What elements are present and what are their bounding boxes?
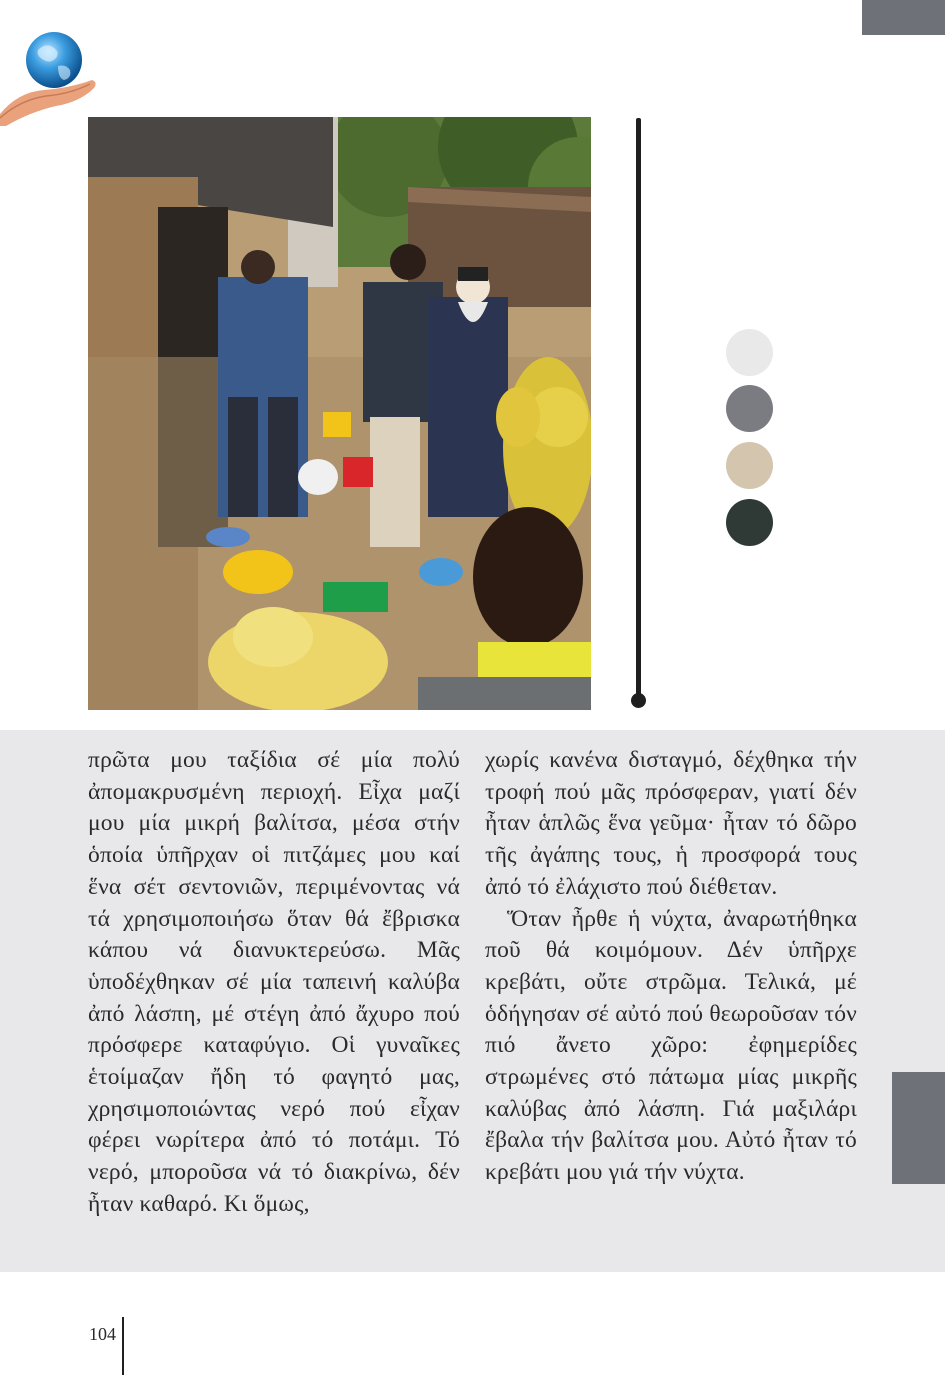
paragraph: χωρίς κανένα δισταγμό, δέχθηκα τήν τροφή πού μᾶς πρόσφεραν, γιατί δέν ἦταν ἁπλῶς ἕνα γεῦμα· ἦταν τό δῶρο τῆς ἀγάπης τους, ἡ προσφορά τους ἀπό τό ἐλάχιστο πού διέθεταν. [485, 747, 857, 900]
corner-tab [862, 0, 945, 35]
color-swatch-light [726, 329, 773, 376]
color-swatch-dark [726, 499, 773, 546]
paragraph: πρῶτα μου ταξίδια σέ μία πολύ ἀπομακρυσμένη περιοχή. Εἶχα μαζί μου μία μικρή βαλίτσα, μέσα στήν ὁποία ὑπῆρχαν οἱ πιτζάμες μου καί ἕνα σέτ σεντονιῶν, περιμένοντας νά τά χρησιμοποιήσω ὅταν θά ἔβρισκα κάπου νά διανυκτερεύσω. Μᾶς ὑποδέχθηκαν σέ μία ταπεινή καλύβα ἀπό λάσπη, μέ στέγη ἀπό ἄχυρο πού πρόσφερε καταφύγιο. Οἱ γυναῖκες ἑτοίμαζαν ἤδη τό φαγητό μας, χρησιμοποιώντας νερό πού εἶχαν φέρει νωρίτερα ἀπό τό ποτάμι. Τό νερό, μποροῦσα νά τό διακρίνω, δέν ἦταν καθαρό. Κι ὅμως, [88, 747, 460, 1217]
color-swatch-beige [726, 442, 773, 489]
paragraph: Ὅταν ἦρθε ἡ νύχτα, ἀναρωτήθηκα ποῦ θά κοιμόμουν. Δέν ὑπῆρχε κρεβάτι, οὔτε στρῶμα. Τελικά, μέ ὁδήγησαν σέ αὐτό πού θεωροῦσαν τόν πιό ἄνετο χῶρο: ἐφημερίδες στρωμένες στό πάτωμα μίας μικρῆς καλύβας ἀπό λάσπη. Γιά μαξιλάρι ἔβαλα τήν βαλίτσα μου. Αὐτό ἦταν τό κρεβάτι μου γιά τήν νύχτα. [485, 905, 857, 1186]
timeline-dot [631, 693, 646, 708]
text-column-right [485, 745, 857, 1189]
page-number-rule [122, 1317, 124, 1375]
photo-visit-mud-hut [88, 117, 591, 710]
color-swatch-gray [726, 385, 773, 432]
globe-in-hand-icon [0, 28, 100, 128]
page-number: 104 [89, 1324, 116, 1344]
timeline-line [636, 118, 641, 698]
side-tab [892, 1072, 945, 1184]
text-column-left [88, 745, 460, 1221]
